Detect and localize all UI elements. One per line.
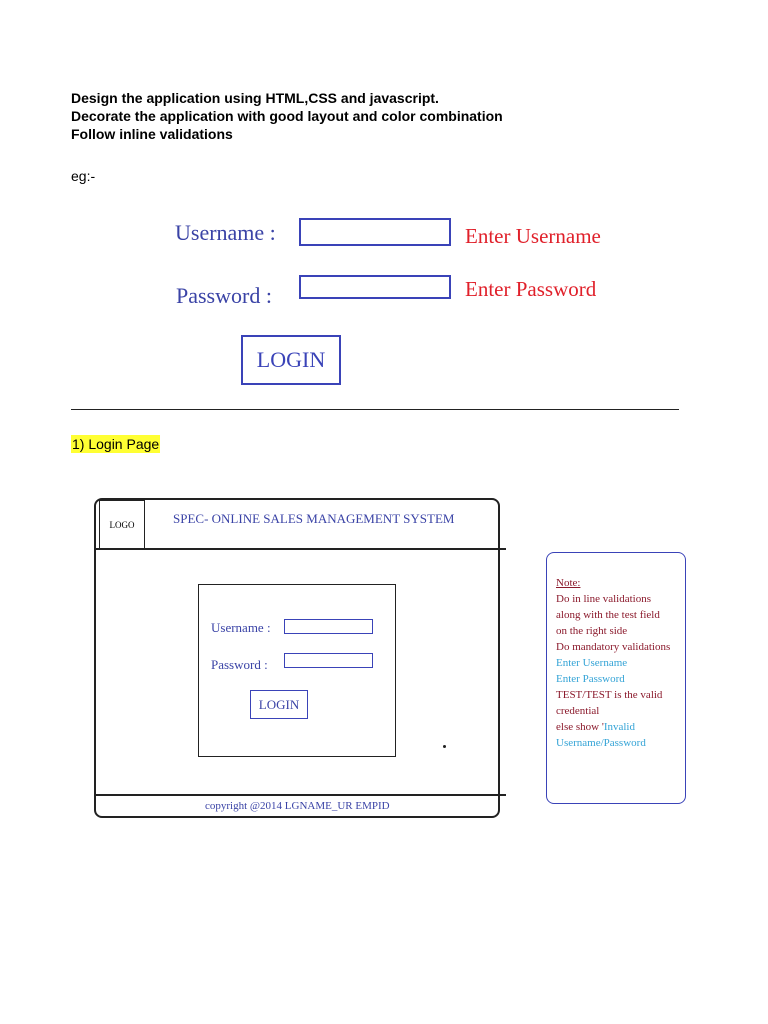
mockup-username-input[interactable] bbox=[284, 619, 373, 634]
note-line: credential bbox=[556, 705, 600, 717]
note-line: TEST/TEST is the valid bbox=[556, 689, 663, 701]
example-password-label: Password : bbox=[176, 283, 272, 308]
mockup-copyright: copyright @2014 LGNAME_UR EMPID bbox=[205, 800, 390, 812]
mockup-login-button[interactable]: LOGIN bbox=[250, 690, 308, 719]
instruction-line-3: Follow inline validations bbox=[71, 126, 233, 142]
eg-label: eg:- bbox=[71, 168, 96, 184]
mockup-logo: LOGO bbox=[99, 500, 145, 549]
mockup-header-divider bbox=[94, 548, 506, 550]
note-invalid-msg-2: Username/Password bbox=[556, 737, 646, 749]
instruction-line-1: Design the application using HTML,CSS and javascript. bbox=[71, 90, 439, 106]
example-username-hint: Enter Username bbox=[465, 224, 601, 248]
example-username-input[interactable] bbox=[299, 218, 451, 246]
example-username-label: Username : bbox=[175, 220, 276, 245]
note-line: Do in line validations bbox=[556, 593, 652, 605]
section-title: 1) Login Page bbox=[72, 436, 160, 452]
instructions bbox=[71, 89, 503, 143]
note-line: Enter Username bbox=[556, 657, 628, 669]
mockup-username-label: Username : bbox=[211, 620, 271, 635]
note-line: Enter Password bbox=[556, 673, 625, 685]
example-password-hint: Enter Password bbox=[465, 277, 597, 301]
stray-dot bbox=[443, 745, 446, 748]
note-line: on the right side bbox=[556, 625, 628, 637]
mockup-password-input[interactable] bbox=[284, 653, 373, 668]
note-box bbox=[546, 552, 686, 804]
divider bbox=[71, 409, 679, 410]
note-invalid-line bbox=[556, 719, 677, 735]
mockup-footer-divider bbox=[94, 794, 506, 796]
mockup-password-label: Password : bbox=[211, 657, 268, 672]
note-line: along with the test field bbox=[556, 609, 660, 621]
note-line: Do mandatory validations bbox=[556, 641, 671, 653]
mockup-system-title: SPEC- ONLINE SALES MANAGEMENT SYSTEM bbox=[173, 511, 455, 526]
note-invalid-prefix: else show ' bbox=[556, 721, 604, 733]
example-login-button[interactable]: LOGIN bbox=[241, 335, 341, 385]
example-password-input[interactable] bbox=[299, 275, 451, 299]
note-title: Note: bbox=[556, 577, 581, 589]
note-invalid-msg-1: Invalid bbox=[603, 721, 635, 733]
instruction-line-2: Decorate the application with good layout and color combination bbox=[71, 108, 503, 124]
